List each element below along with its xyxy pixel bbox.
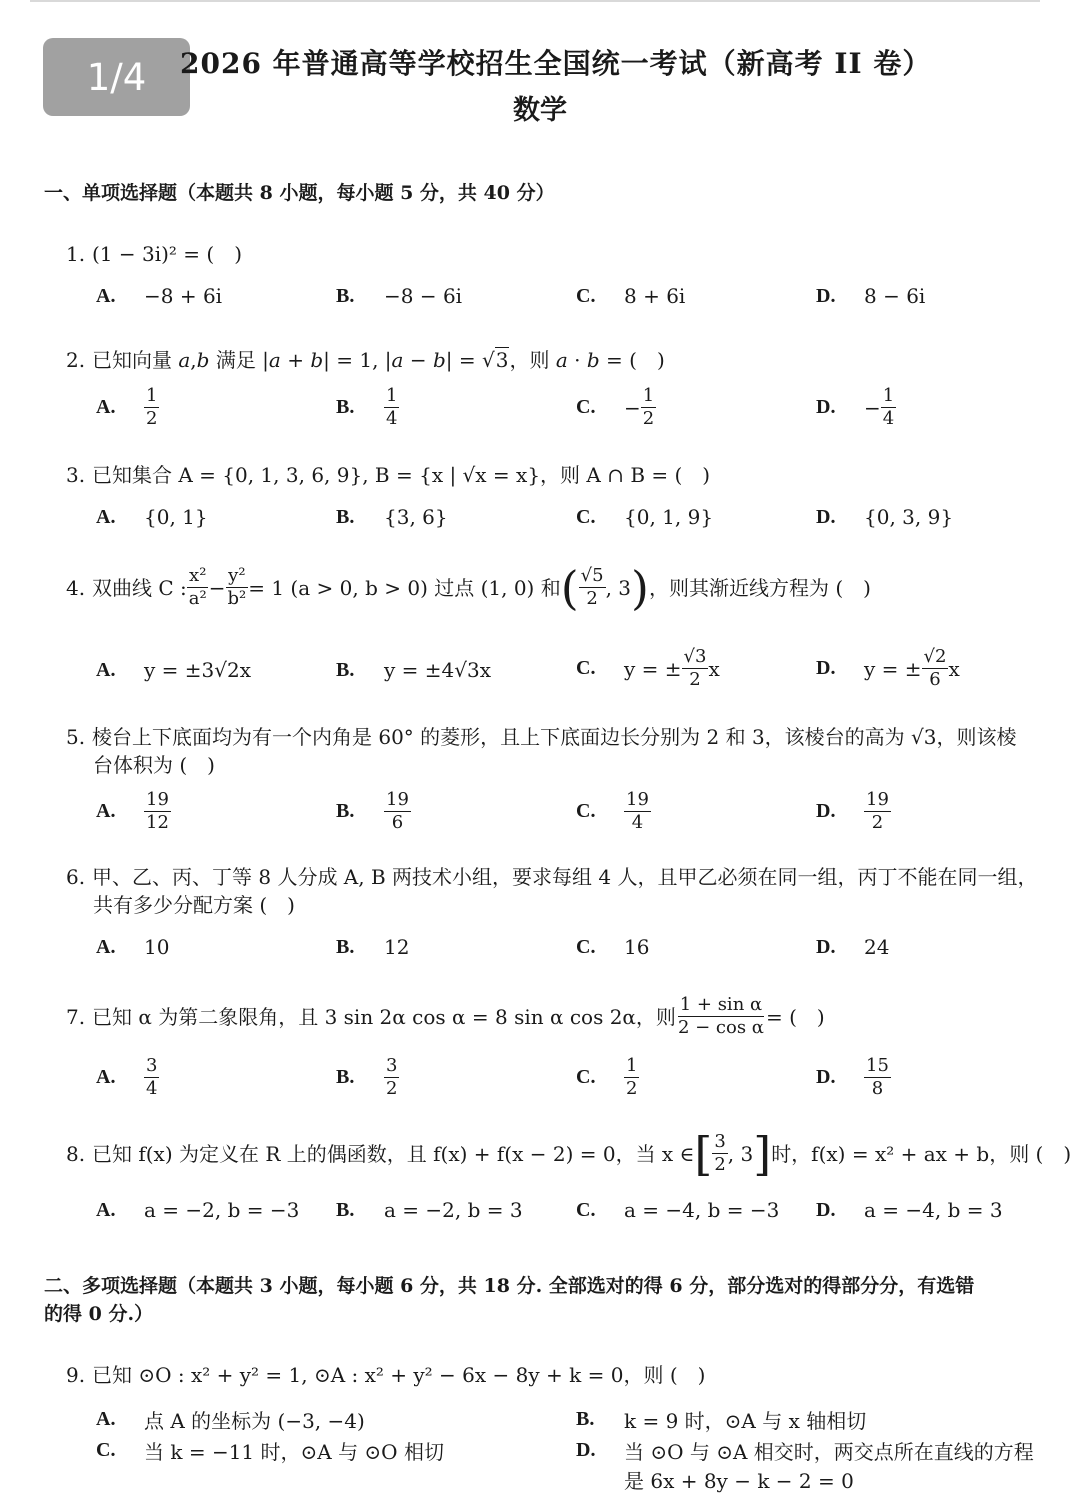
q6-option-b[interactable]	[336, 935, 409, 959]
q5-option-b[interactable]	[336, 790, 411, 833]
stem-text: ，则	[509, 348, 556, 372]
vector-a: a	[178, 348, 191, 372]
stem-text: ·	[567, 348, 587, 372]
minus-sign: −	[624, 395, 641, 420]
question-8	[66, 1126, 1072, 1181]
option-label: A.	[96, 1198, 116, 1221]
option-label: C.	[576, 657, 596, 679]
denominator: 2 − cos α	[677, 1017, 764, 1038]
q3-option-b[interactable]	[336, 505, 448, 529]
sqrt-radicand: 3	[495, 348, 509, 372]
question-7	[66, 995, 825, 1038]
stem-text: 已知 α 为第二象限角，且 3 sin 2α cos α = 8 sin α cos 2α，则	[92, 1004, 676, 1029]
option-text: 8 + 6i	[624, 284, 686, 308]
option-text: 10	[144, 935, 170, 959]
question-number: 4.	[66, 575, 86, 600]
fraction	[676, 995, 766, 1038]
denominator: 8	[871, 1078, 884, 1099]
stem-text: = ( )	[765, 1004, 825, 1029]
numerator: x²	[189, 565, 207, 586]
vector-a: a	[555, 348, 568, 372]
option-text: a = −2, b = −3	[144, 1198, 300, 1222]
vector-b: b	[196, 348, 210, 372]
q9-option-c[interactable]	[96, 1436, 444, 1465]
option-label: C.	[576, 505, 596, 528]
q1-option-c[interactable]	[576, 284, 685, 308]
option-text: a = −2, b = 3	[384, 1198, 523, 1222]
vector-a: a	[268, 348, 281, 372]
fraction	[624, 1056, 639, 1099]
numerator: √3	[683, 646, 707, 667]
option-label: C.	[576, 935, 596, 958]
numerator: 3	[714, 1131, 726, 1152]
option-label: D.	[816, 657, 836, 679]
option-text: a = −4, b = 3	[864, 1198, 1003, 1222]
question-3	[66, 461, 710, 489]
question-number: 8.	[66, 1141, 86, 1166]
stem-text: ，则其渐近线方程为 ( )	[649, 575, 871, 600]
option-label: B.	[336, 1066, 355, 1088]
option-label: B.	[336, 284, 355, 307]
q2-option-a[interactable]	[96, 386, 159, 429]
q2-option-d[interactable]	[816, 386, 896, 429]
fraction	[384, 386, 399, 429]
stem-text: = 1 (a > 0, b > 0) 过点 (1, 0) 和	[248, 575, 561, 600]
option-text: 8 − 6i	[864, 284, 926, 308]
question-9	[66, 1361, 705, 1389]
sqrt-sign: √	[482, 348, 495, 372]
q5-option-d[interactable]	[816, 790, 891, 833]
q4-option-d[interactable]	[816, 647, 960, 690]
page-indicator-badge: 1/4	[43, 38, 190, 116]
option-label: C.	[576, 284, 596, 307]
numerator: y²	[228, 565, 246, 586]
denominator: 2	[689, 669, 701, 690]
fraction	[384, 790, 411, 833]
option-label: B.	[336, 658, 355, 681]
vector-b: b	[586, 348, 600, 372]
q2-option-b[interactable]	[336, 386, 399, 429]
option-text: x	[708, 656, 720, 681]
option-label: B.	[336, 396, 355, 418]
option-label: D.	[816, 1066, 836, 1088]
q3-option-a[interactable]	[96, 505, 208, 529]
left-bracket: [	[694, 1126, 713, 1181]
exam-subject: 数学	[513, 95, 567, 126]
stem-text: | = 1, |	[323, 348, 392, 372]
option-label: A.	[96, 1408, 116, 1430]
fraction	[144, 790, 171, 833]
q3-option-d[interactable]	[816, 505, 953, 529]
option-label: B.	[336, 1198, 355, 1221]
option-label: C.	[96, 1439, 116, 1461]
stem-text: +	[280, 348, 311, 372]
question-number: 7.	[66, 1004, 86, 1029]
left-paren: (	[560, 560, 579, 615]
question-2	[66, 346, 665, 374]
option-text: −8 − 6i	[384, 284, 463, 308]
question-stem: 棱台上下底面均为有一个内角是 60° 的菱形，且上下底面边长分别为 2 和 3，该棱台的高为 √3，则该棱	[92, 725, 1017, 749]
question-stem: 已知集合 A = {0, 1, 3, 6, 9}, B = {x | √x = x}，则 A ∩ B = ( )	[92, 463, 711, 487]
question-6-line-2: 共有多少分配方案 ( )	[93, 893, 295, 917]
question-number: 6.	[66, 865, 86, 889]
denominator: 2	[386, 1078, 398, 1099]
q9-option-a[interactable]	[96, 1405, 365, 1434]
section-multi-choice-line-2: 的得 0 分.）	[44, 1303, 154, 1325]
option-label: D.	[816, 800, 836, 822]
vector-b: b	[432, 348, 446, 372]
denominator: 2	[626, 1078, 638, 1099]
fraction	[144, 1056, 159, 1099]
fraction	[922, 647, 949, 690]
option-text: {0, 1, 9}	[624, 505, 714, 529]
fraction	[187, 566, 209, 609]
question-6	[66, 863, 1037, 891]
option-label: C.	[576, 1198, 596, 1221]
option-label: B.	[336, 505, 355, 528]
q6-option-c[interactable]	[576, 935, 649, 959]
fraction	[384, 1056, 399, 1099]
denominator: 4	[146, 1078, 158, 1099]
option-label: A.	[96, 658, 116, 681]
section-single-choice: 一、单项选择题（本题共 8 小题，每小题 5 分，共 40 分）	[44, 182, 555, 204]
denominator: 2	[871, 812, 884, 833]
q4-option-c[interactable]	[576, 647, 720, 690]
stem-text: | =	[445, 348, 482, 372]
q1-option-a[interactable]	[96, 284, 222, 308]
exam-title: 2026 年普通高等学校招生全国统一考试（新高考 II 卷）	[180, 47, 932, 80]
option-label: B.	[336, 800, 355, 822]
option-text: −8 + 6i	[144, 284, 223, 308]
q7-option-b[interactable]	[336, 1056, 399, 1099]
option-text: 点 A 的坐标为 (−3, −4)	[144, 1409, 365, 1433]
option-label: A.	[96, 284, 116, 307]
q1-option-d[interactable]	[816, 284, 925, 308]
denominator: a²	[188, 588, 207, 609]
fraction	[712, 1132, 727, 1175]
fraction	[864, 790, 891, 833]
q9-option-b[interactable]	[576, 1405, 866, 1434]
minus-sign: −	[864, 395, 881, 420]
numerator: 1	[146, 385, 158, 406]
option-text: 当 k = −11 时，⊙A 与 ⊙O 相切	[144, 1440, 444, 1464]
option-label: D.	[576, 1439, 596, 1461]
question-number: 2.	[66, 348, 86, 372]
numerator: 15	[866, 1055, 889, 1076]
option-text: 12	[384, 935, 410, 959]
q4-option-b[interactable]	[336, 658, 491, 682]
option-text: y = ±3√2x	[144, 658, 252, 682]
denominator: 2	[586, 588, 598, 609]
option-label: C.	[576, 1066, 596, 1088]
option-text: 16	[624, 935, 650, 959]
question-stem: 甲、乙、丙、丁等 8 人分成 A, B 两技术小组，要求每组 4 人，且甲乙必须在同一组，丙丁不能在同一组，	[92, 865, 1038, 889]
numerator: 1	[882, 385, 895, 406]
option-text: 是 6x + 8y − k − 2 = 0	[624, 1469, 854, 1493]
numerator: 19	[146, 789, 169, 810]
q9-option-d-line-2	[624, 1465, 854, 1494]
stem-text: 已知 f(x) 为定义在 R 上的偶函数，且 f(x) + f(x − 2) = 0，当 x ∈	[92, 1141, 695, 1166]
question-5	[66, 723, 1017, 751]
stem-text: , 3	[727, 1141, 754, 1166]
denominator: 2	[642, 408, 655, 429]
option-text: y = ±	[624, 656, 682, 681]
option-label: D.	[816, 396, 836, 418]
vector-a: a	[391, 348, 404, 372]
question-stem: 已知 ⊙O : x² + y² = 1, ⊙A : x² + y² − 6x − 8y + k = 0，则 ( )	[92, 1363, 706, 1387]
numerator: 3	[146, 1055, 158, 1076]
question-5-line-2: 台体积为 ( )	[93, 753, 215, 777]
denominator: 12	[146, 812, 169, 833]
q1-option-b[interactable]	[336, 284, 462, 308]
option-text: y = ±	[864, 656, 922, 681]
denominator: 4	[631, 812, 644, 833]
option-text: x	[948, 656, 960, 681]
numerator: 19	[386, 789, 409, 810]
option-text: 当 ⊙O 与 ⊙A 相交时，两交点所在直线的方程	[624, 1440, 1034, 1464]
q4-option-a[interactable]	[96, 658, 251, 682]
question-4	[66, 560, 871, 615]
option-text: {0, 3, 9}	[864, 505, 954, 529]
option-label: D.	[816, 284, 836, 307]
fraction	[144, 386, 159, 429]
numerator: √2	[923, 646, 947, 667]
fraction	[682, 647, 709, 690]
option-label: D.	[816, 935, 836, 958]
q9-option-d[interactable]	[576, 1436, 1034, 1465]
question-stem: (1 − 3i)² = ( )	[92, 242, 243, 266]
numerator: 1 + sin α	[679, 994, 763, 1015]
numerator: 19	[626, 789, 649, 810]
top-divider	[30, 0, 1040, 2]
q2-option-c[interactable]	[576, 386, 656, 429]
numerator: 1	[386, 385, 398, 406]
option-label: A.	[96, 800, 116, 822]
vector-b: b	[310, 348, 324, 372]
q8-option-d[interactable]	[816, 1198, 1003, 1222]
question-number: 5.	[66, 725, 86, 749]
q8-option-b[interactable]	[336, 1198, 523, 1222]
denominator: 6	[929, 669, 941, 690]
option-label: A.	[96, 935, 116, 958]
fraction	[864, 1056, 891, 1099]
option-text: k = 9 时，⊙A 与 x 轴相切	[624, 1409, 867, 1433]
option-label: A.	[96, 1066, 116, 1088]
stem-text: 时，f(x) = x² + ax + b，则 ( )	[771, 1141, 1072, 1166]
denominator: 2	[146, 408, 158, 429]
denominator: 6	[391, 812, 404, 833]
option-label: C.	[576, 396, 596, 418]
fraction	[579, 566, 606, 609]
stem-text: −	[208, 575, 226, 600]
stem-text: = ( )	[599, 348, 665, 372]
denominator: b²	[227, 588, 247, 609]
numerator: 1	[626, 1055, 638, 1076]
option-text: y = ±4√3x	[384, 658, 492, 682]
option-label: A.	[96, 396, 116, 418]
option-label: B.	[576, 1408, 595, 1430]
option-text: 24	[864, 935, 890, 959]
denominator: 4	[386, 408, 398, 429]
stem-text: , 3	[605, 575, 632, 600]
q7-option-d[interactable]	[816, 1056, 891, 1099]
fraction	[624, 790, 651, 833]
option-text: a = −4, b = −3	[624, 1198, 780, 1222]
q8-option-c[interactable]	[576, 1198, 779, 1222]
q6-option-d[interactable]	[816, 935, 889, 959]
right-bracket: ]	[753, 1126, 772, 1181]
stem-text: −	[403, 348, 433, 372]
option-label: A.	[96, 505, 116, 528]
question-1	[66, 240, 242, 268]
numerator: 1	[642, 385, 655, 406]
fraction	[225, 566, 248, 609]
q7-option-a[interactable]	[96, 1056, 159, 1099]
q5-option-c[interactable]	[576, 790, 651, 833]
denominator: 2	[714, 1154, 726, 1175]
numerator: √5	[580, 565, 604, 586]
q5-option-a[interactable]	[96, 790, 171, 833]
q7-option-c[interactable]	[576, 1056, 639, 1099]
option-label: D.	[816, 505, 836, 528]
stem-text: ,	[190, 348, 197, 372]
q3-option-c[interactable]	[576, 505, 713, 529]
option-text: {0, 1}	[144, 505, 208, 529]
fraction	[641, 386, 656, 429]
option-label: D.	[816, 1198, 836, 1221]
option-label: C.	[576, 800, 596, 822]
stem-text: 双曲线 C :	[92, 575, 187, 600]
right-paren: )	[631, 560, 649, 615]
option-label: B.	[336, 935, 355, 958]
q6-option-a[interactable]	[96, 935, 169, 959]
q8-option-a[interactable]	[96, 1198, 299, 1222]
section-multi-choice: 二、多项选择题（本题共 3 小题，每小题 6 分，共 18 分. 全部选对的得 6 分，部分选对的得部分分，有选错	[44, 1275, 975, 1297]
question-number: 1.	[66, 242, 86, 266]
stem-text: 满足 |	[209, 348, 269, 372]
question-number: 3.	[66, 463, 86, 487]
stem-text: 已知向量	[92, 348, 179, 372]
fraction	[881, 386, 896, 429]
denominator: 4	[882, 408, 895, 429]
option-text: {3, 6}	[384, 505, 448, 529]
numerator: 19	[866, 789, 889, 810]
question-number: 9.	[66, 1363, 86, 1387]
numerator: 3	[386, 1055, 398, 1076]
